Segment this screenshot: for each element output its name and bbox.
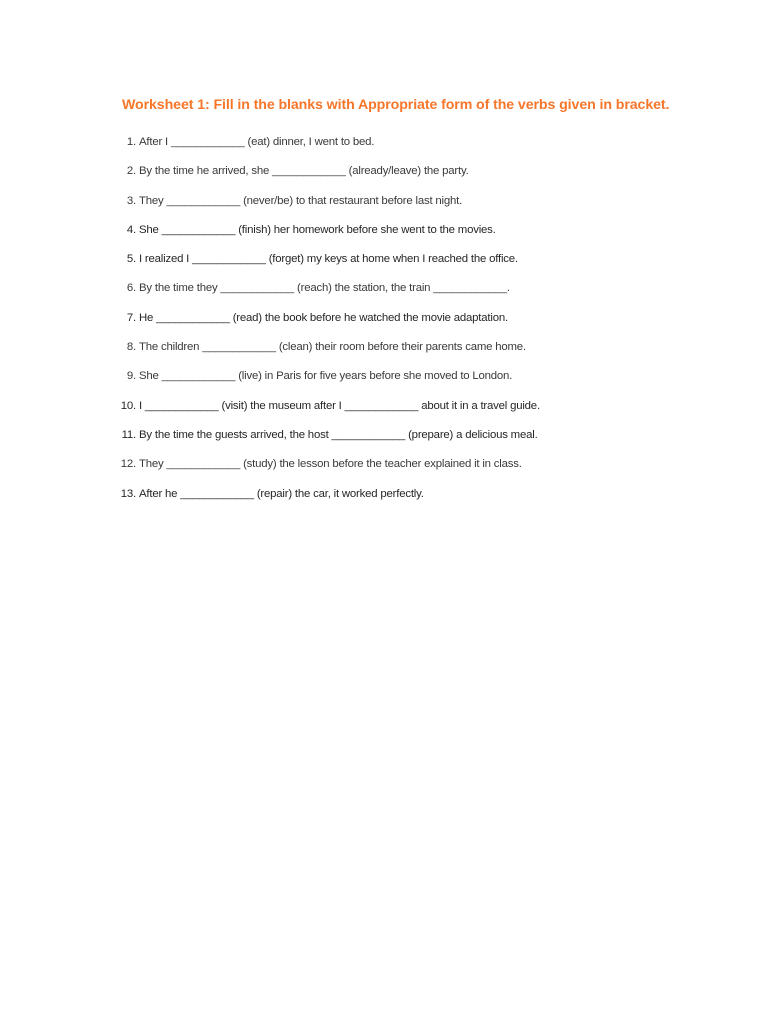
question-text: By the time he arrived, she ____________ (already/leave) the party. [139, 165, 469, 178]
question-text: She ____________ (live) in Paris for five years before she moved to London. [139, 370, 513, 383]
question-number: 3. [126, 194, 136, 207]
question-item [115, 398, 715, 427]
question-item [115, 134, 715, 163]
question-number: 7. [126, 311, 136, 324]
question-item [115, 486, 715, 515]
question-text: After he ____________ (repair) the car, it worked perfectly. [139, 487, 424, 500]
question-item [115, 310, 715, 339]
question-number: 10. [120, 399, 136, 412]
question-item [115, 427, 715, 456]
question-item [115, 222, 715, 251]
question-text: By the time the guests arrived, the host ____________ (prepare) a delicious meal. [139, 428, 538, 441]
question-number: 2. [126, 165, 136, 178]
question-item [115, 193, 715, 222]
question-number: 1. [126, 136, 136, 148]
question-list [115, 134, 715, 515]
question-item [115, 163, 715, 192]
question-text: I realized I ____________ (forget) my keys at home when I reached the office. [139, 253, 518, 266]
question-text: They ____________ (study) the lesson before the teacher explained it in class. [139, 458, 522, 471]
question-item [115, 456, 715, 485]
question-number: 13. [120, 487, 136, 500]
question-text: The children ____________ (clean) their room before their parents came home. [139, 341, 526, 354]
question-text: They ____________ (never/be) to that restaurant before last night. [139, 194, 463, 207]
question-text: I ____________ (visit) the museum after I ____________ about it in a travel guide. [139, 399, 540, 412]
question-text: By the time they ____________ (reach) the station, the train ____________. [139, 282, 510, 295]
worksheet-title: Worksheet 1: Fill in the blanks with Appropriate form of the verbs given in bracket. [122, 97, 670, 113]
question-number: 9. [126, 370, 136, 383]
question-number: 5. [126, 253, 136, 266]
question-number: 12. [120, 458, 136, 471]
question-item [115, 368, 715, 397]
question-item [115, 280, 715, 309]
question-number: 8. [126, 341, 136, 354]
question-number: 4. [126, 223, 136, 236]
question-text: He ____________ (read) the book before he watched the movie adaptation. [139, 311, 508, 324]
question-text: She ____________ (finish) her homework before she went to the movies. [139, 223, 496, 236]
question-text: After I ____________ (eat) dinner, I went to bed. [139, 136, 375, 148]
question-item [115, 339, 715, 368]
question-item [115, 251, 715, 280]
question-number: 6. [126, 282, 136, 295]
question-number: 11. [121, 428, 136, 441]
